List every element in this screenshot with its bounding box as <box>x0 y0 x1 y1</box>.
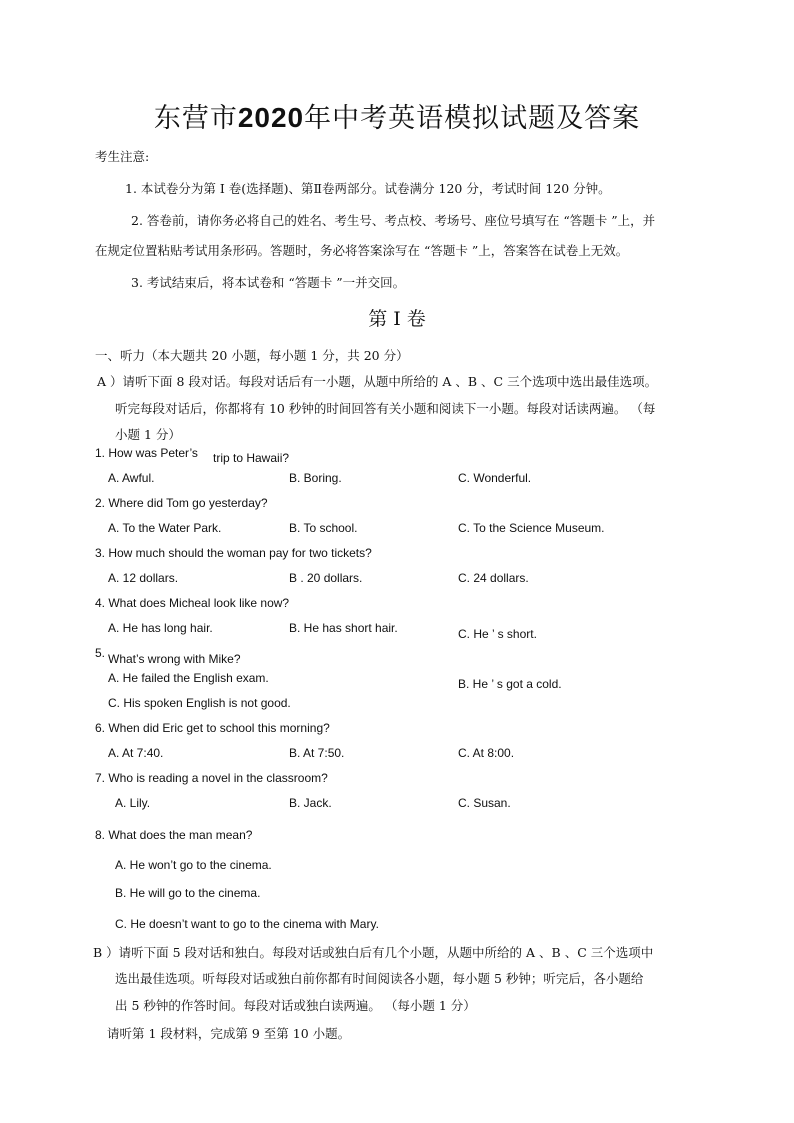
q5-option-c: C. His spoken English is not good. <box>108 696 291 710</box>
q4-option-a: A. He has long hair. <box>108 621 213 635</box>
section-heading: 第 Ⅰ 卷 <box>368 308 426 330</box>
q7-option-c: C. Susan. <box>458 796 511 810</box>
partA-line-3: 小题 1 分） <box>115 427 181 442</box>
notice-item-3: 3. 考试结束后，将本试卷和 “答题卡 ”一并交回。 <box>131 275 406 290</box>
q2-option-b: B. To school. <box>289 521 358 535</box>
q3-option-c: C. 24 dollars. <box>458 571 529 585</box>
q7-option-a: A. Lily. <box>115 796 151 810</box>
q6-option-b: B. At 7:50. <box>289 746 345 760</box>
question-3: 3. How much should the woman pay for two tickets? <box>95 546 372 560</box>
question-1-tail: trip to Hawaii? <box>213 451 290 465</box>
notice-heading: 考生注意: <box>95 149 150 164</box>
notice-item-1: 1. 本试卷分为第 Ⅰ 卷(选择题)、第Ⅱ卷两部分。试卷满分 120 分，考试时间 120 分钟。 <box>125 181 611 196</box>
q1-option-a: A. Awful. <box>108 471 155 485</box>
q3-option-a: A. 12 dollars. <box>108 571 179 585</box>
question-5-number: 5. <box>95 646 106 660</box>
q2-option-a: A. To the Water Park. <box>108 521 222 535</box>
page-title <box>0 96 794 135</box>
q1-option-c: C. Wonderful. <box>458 471 532 485</box>
q5-option-a: A. He failed the English exam. <box>108 671 269 685</box>
title-prefix: 东营市 <box>153 103 238 134</box>
question-1: 1. How was Peter’s <box>95 446 198 460</box>
q3-option-b: B . 20 dollars. <box>289 571 363 585</box>
partA-line-1: A ）请听下面 8 段对话。每段对话后有一小题，从题中所给的 A 、B 、C 三个选项中选出最佳选项。 <box>97 374 658 389</box>
q4-option-b: B. He has short hair. <box>289 621 398 635</box>
q8-option-a: A. He won’t go to the cinema. <box>115 858 272 872</box>
partB-line-2: 选出最佳选项。听每段对话或独白前你都有时间阅读各小题，每小题 5 秒钟；听完后，各小题给 <box>115 971 644 986</box>
q2-option-c: C. To the Science Museum. <box>458 521 605 535</box>
question-5: What’s wrong with Mike? <box>108 652 241 666</box>
partB-line-4: 请听第 1 段材料，完成第 9 至第 10 小题。 <box>107 1026 351 1041</box>
question-8: 8. What does the man mean? <box>95 828 253 842</box>
partA-line-2: 听完每段对话后，你都将有 10 秒钟的时间回答有关小题和阅读下一小题。每段对话读两遍。 （每 <box>115 401 656 416</box>
question-4: 4. What does Micheal look like now? <box>95 596 290 610</box>
q8-option-c: C. He doesn’t want to go to the cinema with Mary. <box>115 917 379 931</box>
notice-item-2a: 2. 答卷前，请你务必将自己的姓名、考生号、考点校、考场号、座位号填写在 “答题卡 ”上，并 <box>131 213 656 228</box>
q6-option-c: C. At 8:00. <box>458 746 515 760</box>
title-year: 2020 <box>237 102 305 133</box>
question-7: 7. Who is reading a novel in the classroom? <box>95 771 328 785</box>
part1-heading: 一、听力（本大题共 20 小题，每小题 1 分，共 20 分） <box>95 348 409 363</box>
q5-option-b: B. He ’ s got a cold. <box>458 677 562 691</box>
q7-option-b: B. Jack. <box>289 796 332 810</box>
q4-option-c: C. He ’ s short. <box>458 627 537 641</box>
question-2: 2. Where did Tom go yesterday? <box>95 496 268 510</box>
partB-line-3: 出 5 秒钟的作答时间。每段对话或独白读两遍。 （每小题 1 分） <box>115 998 476 1013</box>
q6-option-a: A. At 7:40. <box>108 746 164 760</box>
q1-option-b: B. Boring. <box>289 471 342 485</box>
title-suffix: 年中考英语模拟试题及答案 <box>304 103 641 134</box>
question-6: 6. When did Eric get to school this morning? <box>95 721 330 735</box>
notice-item-2b: 在规定位置粘贴考试用条形码。答题时，务必将答案涂写在 “答题卡 ”上，答案答在试卷上无效。 <box>95 243 629 258</box>
partB-line-1: B ）请听下面 5 段对话和独白。每段对话或独白后有几个小题，从题中所给的 A 、B 、C 三个选项中 <box>93 945 654 960</box>
q8-option-b: B. He will go to the cinema. <box>115 886 261 900</box>
